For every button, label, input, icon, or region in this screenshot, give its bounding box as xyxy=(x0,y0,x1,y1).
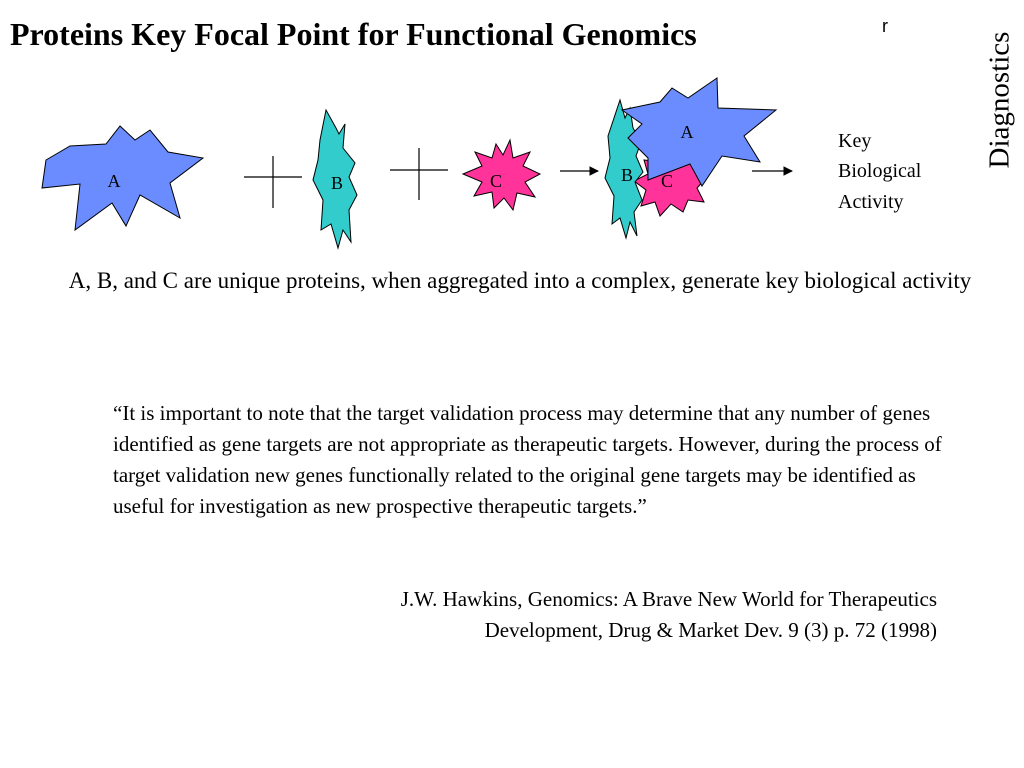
result-line-2: Biological xyxy=(838,160,922,182)
protein-a-label: A xyxy=(107,171,121,191)
protein-diagram xyxy=(0,60,1024,260)
page-title: Proteins Key Focal Point for Functional Genomics xyxy=(10,16,697,52)
result-line-3: Activity xyxy=(838,191,904,213)
quote-text: “It is important to note that the target validation process may determine that any number of genes identified as gene targets are not appropriate as therapeutic targets. However, during the process of target validation new genes functionally related to the original gene targets may be identified as useful for investigation as new prospective therapeutic targets.” xyxy=(113,401,942,518)
citation-line-2: Development, Drug & Market Dev. 9 (3) p. 72 (1998) xyxy=(484,618,937,642)
protein-b-label: B xyxy=(330,173,344,193)
citation xyxy=(401,584,937,646)
plus-sign-2 xyxy=(390,148,448,200)
protein-c-label: C xyxy=(489,171,503,191)
side-label: Diagnostics xyxy=(983,31,1016,169)
complex-a-shape xyxy=(622,78,776,186)
diagram-caption: A, B, and C are unique proteins, when aggregated into a complex, generate key biological activity xyxy=(68,268,972,293)
complex-b-label: B xyxy=(620,165,634,185)
protein-a-shape xyxy=(42,126,203,230)
complex-c-label: C xyxy=(660,171,674,191)
protein-complex xyxy=(605,78,776,238)
title-mark: r xyxy=(882,16,888,36)
citation-line-1: J.W. Hawkins, Genomics: A Brave New World for Therapeutics xyxy=(400,587,937,611)
result-line-1: Key xyxy=(838,130,872,152)
plus-sign-1 xyxy=(244,156,302,208)
complex-a-label: A xyxy=(680,122,694,142)
